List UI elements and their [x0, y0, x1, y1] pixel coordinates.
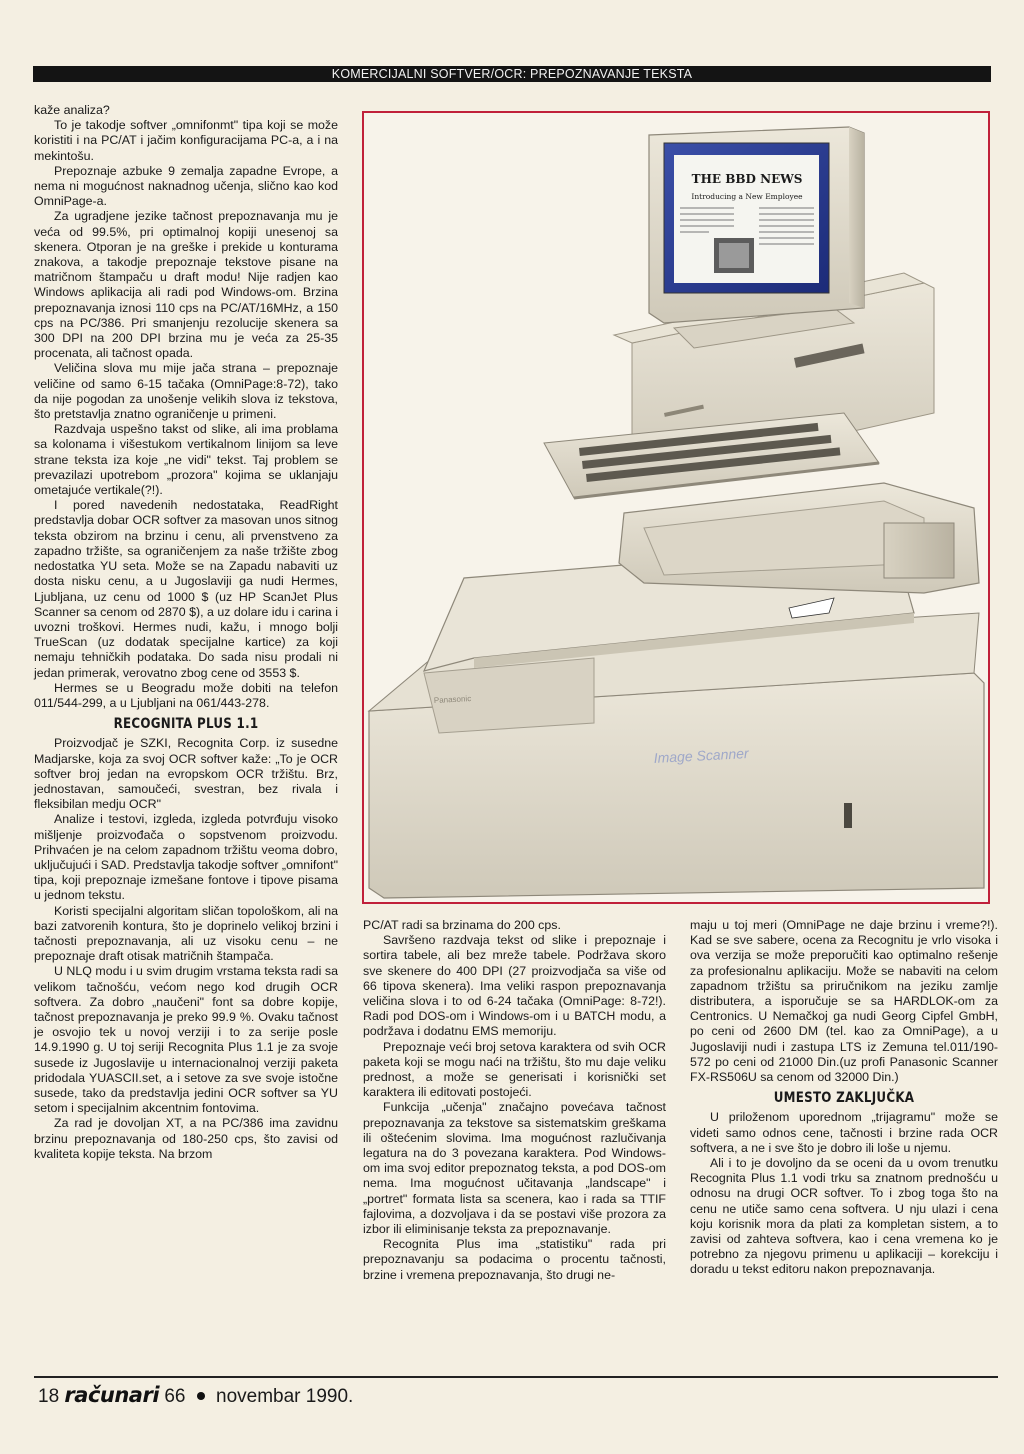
- section-title: KOMERCIJALNI SOFTVER/OCR: PREPOZNAVANJE TEKSTA: [331, 67, 693, 81]
- paragraph: Razdvaja uspešno takst od slike, ali ima problama sa kolonama i višestukom vertikalnom linijom sa leve strane teksta iza koje „ne vidi" tekst. Taj problem se prevazilazi upotrebom „prozora" kojima se uklanjaju ometajuće vertikale(?!).: [34, 422, 338, 498]
- section-heading: UMESTO ZAKLJUČKA: [773, 1090, 915, 1107]
- issue-date: novembar 1990.: [216, 1386, 354, 1407]
- text-column-2: [363, 918, 666, 1378]
- paragraph: maju u toj meri (OmniPage ne daje brzinu i vreme?!). Kad se sve sabere, ocena za Recognitu je vrlo visoka i ova verzija se može preporučiti kao optimalno rešenje za profesionalnu aplikaciju. Može se nabaviti na celom zapadnom tržištu sa priručnikom na jeziku zamlje distributera, a isporučuje se sa HARDLOK-om za Centronics. U Nemačkoj ga nudi Georg Cipfel GmbH, po ceni od 2600 DM (tel. kao za OmniPage), a u Jugoslaviji nudi i zastupa LTS iz Zemuna tel.011/190-572 po ceni od 21000 Din.(uz profi Panasonic Scanner FX-RS506U sa cenom od 32000 Din.): [690, 918, 998, 1085]
- paragraph: Za ugradjene jezike tačnost prepoznavanja mu je veća od 99.5%, pri optimalnoj kopiji unesenoj sa skenera. Otporan je na greške i prekide u konturama znakova, a takodje prepoznaje tekstove pisane na matričnom štampaču u draft modu! Nije radjen kao Windows aplikacija ali radi pod Windows-om. Brzina prepoznavanja iznosi 110 cps na PC/AT/16MHz, a 150 cps na PC/386. Pri smanjenju rezolucije skenera sa 300 DPI na 200 DPI brzina mu je veća za 25-35 procenata, ali tačnost opada.: [34, 209, 338, 361]
- paragraph: I pored navedenih nedostataka, ReadRight predstavlja dobar OCR softver za masovan unos sitnog teksta obzirom na brzinu i cenu, ali prvenstveno za zapadno tržište, sa ograničenjem za naše tržište zbog nedostatka YU seta. Može se na Zapadu nabaviti uz dosta nisku cenu, a u Jugoslaviji ga nudi Hermes, Ljubljana, uz cenu od 1000 $ (uz HP ScanJet Plus Scanner sa cenom od 2870 $), a uz dolare idu i carina i uvozni troškovi. Hermes nudi, kažu, i mnogo bolji TrueScan (uz dodatak specijalne kartice) za koji nemaju tehničkih podataka. Do sada nisu prodali ni jedan primerak, verovatno zbog cene od 3553 $.: [34, 498, 338, 680]
- paragraph: Koristi specijalni algoritam sličan topološkom, ali na bazi zatvorenih kontura, što je doprinelo velikoj brzini i tačnosti prepoznavanja, ali uz visoku cenu – ne prepoznaje draft otisak matričnih štampača.: [34, 903, 338, 964]
- paragraph: Hermes se u Beogradu može dobiti na telefon 011/544-299, a u Ljubljani na 061/443-278.: [34, 680, 338, 710]
- paragraph: PC/AT radi sa brzinama do 200 cps.: [363, 918, 561, 932]
- page-number: 18: [38, 1386, 60, 1407]
- pc-and-scanner-illustration: [364, 113, 988, 902]
- paragraph: U priloženom uporednom „trijagramu" može se videti samo odnos cene, tačnosti i brzine rada OCR softvera, a ne i sve što je dobro ili loše u njemu.: [690, 1110, 998, 1155]
- paragraph: U NLQ modu i u svim drugim vrstama teksta radi sa velikom tačnošću, većom nego kod drugih OCR softvera. Za dobro „naučeni" font sa dobre kopije, tačnost prepoznavanja je preko 99.9 %. Ovaku tačnost je osvojio tek u novoj verziji i to za serije posle 14.9.1990 g. U toj seriji Recognita Plus 1.1 je za svoje susede iz Jugoslavije u internacionalnoj verziji paketa pridodala YUASCII.set, a i setove za sve svoje istočne susede, tako da predstavlja jedini OCR softver sa YU setom i specijalnim akcentnim fontovima.: [34, 964, 338, 1116]
- paragraph: Ali i to je dovoljno da se oceni da u ovom trenutku Recognita Plus 1.1 vodi trku sa znatnom prednošću u odnosu na drugi OCR softver. To i zbog toga što na cenu ne utiče samo cena softvera. U nju ulazi i cena koju korisnik mora da plati za kompletan sistem, a to zavisi od zahteva softvera, kao i cena vremena ko je potrebno za njegovu primenu u aplikaciji – korekciju i doradu u tekst editoru nakon prepoznavanja.: [690, 1156, 998, 1277]
- paragraph: To je takodje softver „omnifonmt" tipa koji se može koristiti i na PC/AT i jačim konfiguracijama PC-a, a i na mekintošu.: [34, 118, 338, 163]
- bullet-icon: [197, 1392, 205, 1400]
- paragraph: Prepoznaje azbuke 9 zemalja zapadne Evrope, a nema ni mogućnost naknadnog učenja, slično kao kod OmniPage-a.: [34, 163, 338, 209]
- text-column-1: [34, 103, 338, 1375]
- paragraph: Za rad je dovoljan XT, a na PC/386 ima zavidnu brzinu prepoznavanja od 180-250 cps, što zavisi od kvaliteta kopije teksta. Na brzom: [34, 1116, 338, 1161]
- footer-line: [38, 1384, 353, 1408]
- paragraph: kaže analiza?: [34, 103, 110, 117]
- product-photo: [362, 111, 990, 904]
- paragraph: Prepoznaje veći broj setova karaktera od svih OCR paketa koji se mogu naći na tržištu, što mu daje veliku prednost, a može se generisati i korisnički set karaktera ili editovati postojeći.: [363, 1039, 666, 1100]
- issue-number: 66: [164, 1386, 186, 1407]
- scanner-brand: Panasonic: [433, 694, 472, 705]
- paragraph: Funkcija „učenja" značajno povećava tačnost prepoznavanja za tekstove sa sistematskim greškama ili oštećenim slovima. Ima mogućnost razlučivanja legatura na do 3 povezana karaktera. Pod Windows-om ima svoj editor prepoznatog teksta, a pod DOS-om nema. Ima mogućnost učitavanja „landscape" i „portret" formata lista sa scenera, kao i rada sa TTIF fajlovima, a dozvoljava i da se postavi više prozora za izbor ili eliminisanje teksta za prepoznavanje.: [363, 1100, 666, 1237]
- text-column-3: [690, 918, 998, 1378]
- page-footer: [34, 1376, 998, 1410]
- monitor-subhead: Introducing a New Employee: [691, 192, 803, 201]
- paragraph: Savršeno razdvaja tekst od slike i prepoznaje i sortira tabele, ali bez mreže tabele. Podržava skoro sve skenere do 400 DPI (27 proizvodjača sa više od 66 tipova skenera). Ima veliki raspon prepoznavanja veličina slova i to od 6-24 tačaka (OmniPage: 8-72!). Radi pod DOS-om i Windows-om i u BATCH modu, a podržava i dodatnu EMS memoriju.: [363, 933, 666, 1039]
- paragraph: Veličina slova mu mije jača strana – prepoznaje veličine od samo 6-15 tačaka (OmniPage:8-72), tako da nije pogodan za unošenje velikih slova iz tekstova, što pretstavlja znatno ograničenje u primeni.: [34, 361, 338, 422]
- paragraph: Analize i testovi, izgleda, izgleda potvrđuju visoko mišljenje proizvođača o sopstvenom proizvodu. Prihvaćen je na celom zapadnom tržištu veoma dobro, uključujući i SAD. Predstavlja takodje softver „omnifont" tipa, koji prepoznaje izmešane fontove i tipove pisama u jednom tekstu.: [34, 812, 338, 903]
- section-heading: RECOGNITA PLUS 1.1: [113, 716, 259, 733]
- monitor-headline: THE BBD NEWS: [691, 172, 803, 186]
- scanner-label: Image Scanner: [653, 745, 749, 766]
- paragraph: Recognita Plus ima „statistiku" rada pri prepoznavanju sa podacima o procentu tačnosti, brzine i vremena prepoznavanja, što drugi ne-: [363, 1237, 666, 1282]
- section-header-bar: [33, 66, 991, 82]
- magazine-logo: računari: [64, 1383, 160, 1407]
- paragraph: Proizvodjač je SZKI, Recognita Corp. iz susedne Madjarske, koja za svoj OCR softver kaže: „To je OCR softver broj jedan na evropskom OCR tržištu. Brz, jednostavan, samoučeći, svestran, bez rivala i fleksibilan medju OCR": [34, 736, 338, 812]
